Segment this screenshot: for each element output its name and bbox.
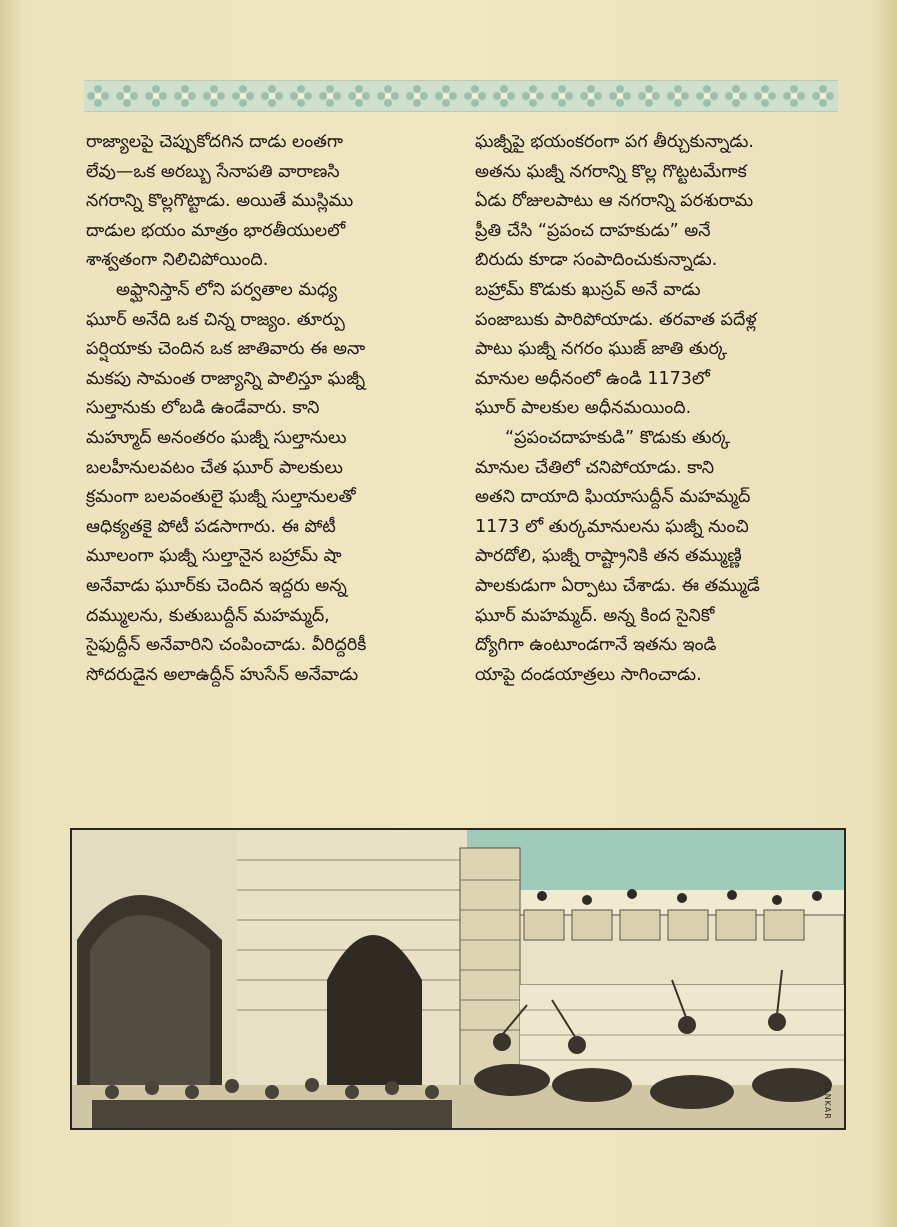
floral-border-pattern: [84, 81, 838, 111]
round-tower: [460, 848, 520, 1098]
illustration-drawing: [72, 830, 844, 1128]
flower-motif: [116, 85, 138, 107]
left-text-column: [86, 128, 452, 690]
right-text-column: [475, 128, 841, 690]
flower-motif: [406, 85, 428, 107]
flower-motif: [783, 85, 805, 107]
flower-motif: [551, 85, 573, 107]
flower-motif: [435, 85, 457, 107]
sky: [467, 830, 844, 890]
flower-motif: [725, 85, 747, 107]
flower-motif: [696, 85, 718, 107]
flower-motif: [812, 85, 834, 107]
flower-motif: [290, 85, 312, 107]
artist-signature: SANKAR: [823, 1081, 832, 1120]
paragraph: ఘజ్నీపై భయంకరంగా పగ తీర్చుకున్నాడు. అతను ఘజ్నీ నగరాన్ని కొల్ల గొట్టటమేగాక ఏడు రోజులపాటు ఆ నగరాన్ని పరశురామ ప్రీతి చేసి “ప్రపంచ దాహకుడు” అనే బిరుదు కూడా సంపాదించుకున్నాడు. బహ్రామ్ కొడుకు ఖుస్రవ్ అనే వాడు పంజాబుకు పారిపోయాడు. తరవాత పదేళ్ల పాటు ఘజ్నీ నగరం ఘుజ్ జాతి తుర్క మానుల అధీనంలో ఉండి 1173లో ఘూర్ పాలకుల అధీనమయింది.: [475, 132, 757, 419]
flower-motif: [754, 85, 776, 107]
paragraph: రాజ్యాలపై చెప్పుకోదగిన దాడు లంతగా లేవు—ఒక అరబ్బు సేనాపతి వారాణసి నగరాన్ని కొల్లగొట్టాడు. అయితే ముస్లిము దాడుల భయం మాత్రం భారతీయులలో శాశ్వతంగా నిలిచిపోయింది.: [86, 132, 354, 271]
flower-motif: [464, 85, 486, 107]
flower-motif: [174, 85, 196, 107]
flower-motif: [348, 85, 370, 107]
flower-motif: [145, 85, 167, 107]
defenders-on-wall: [537, 889, 822, 905]
decorative-floral-border: [84, 80, 838, 112]
flower-motif: [638, 85, 660, 107]
flower-motif: [377, 85, 399, 107]
flower-motif: [522, 85, 544, 107]
paragraph: అఫ్ఘానిస్తాన్ లోని పర్వతాల మధ్య ఘూర్ అనేది ఒక చిన్న రాజ్యం. తూర్పు పర్షియాకు చెందిన ఒక జాతివారు ఈ అనా మకపు సామంత రాజ్యాన్ని పాలిస్తూ ఘజ్నీ సుల్తానుకు లోబడి ఉండేవారు. కాని మహ్మూద్ అనంతరం ఘజ్నీ సుల్తానులు బలహీనులవటం చేత ఘూర్ పాలకులు క్రమంగా బలవంతులై ఘజ్నీ సుల్తానులతో ఆధిక్యతకై పోటీ పడసాగారు. ఈ పోటీ మూలంగా ఘజ్నీ సుల్తానైన బహ్రామ్ షా అనేవాడు ఘూర్‌కు చెందిన ఇద్దరు అన్న దమ్ములను, కుతుబుద్దీన్ మహమ్మద్, సైఫుద్దీన్ అనేవారిని చంపించాడు. వీరిద్దరికీ సోదరుడైన అలాఉద్దీన్ హుసేన్ అనేవాడు: [86, 279, 367, 685]
flower-motif: [203, 85, 225, 107]
flower-motif: [232, 85, 254, 107]
paragraph: “ప్రపంచదాహకుడి” కొడుకు తుర్క మానుల చేతిలో చనిపోయాడు. కాని అతని దాయాది ఘియాసుద్దీన్ మహమ్మద్ 1173 లో తుర్కమానులను ఘజ్నీ నుంచి పారదోలి, ఘజ్నీ రాష్ట్రానికి తన తమ్ముణ్ణి పాలకుడుగా ఏర్పాటు చేశాడు. ఈ తమ్ముడే ఘూర్ మహమ్మద్. అన్న కింద సైనికో ద్యోగిగా ఉంటూండగానే ఇతను ఇండి యాపై దండయాత్రలు సాగించాడు.: [475, 427, 760, 685]
battle-illustration: [70, 828, 846, 1130]
flower-motif: [493, 85, 515, 107]
flower-motif: [87, 85, 109, 107]
flower-motif: [609, 85, 631, 107]
flower-motif: [319, 85, 341, 107]
flower-motif: [667, 85, 689, 107]
flower-motif: [580, 85, 602, 107]
flower-motif: [261, 85, 283, 107]
foot-soldiers: [92, 1078, 452, 1128]
